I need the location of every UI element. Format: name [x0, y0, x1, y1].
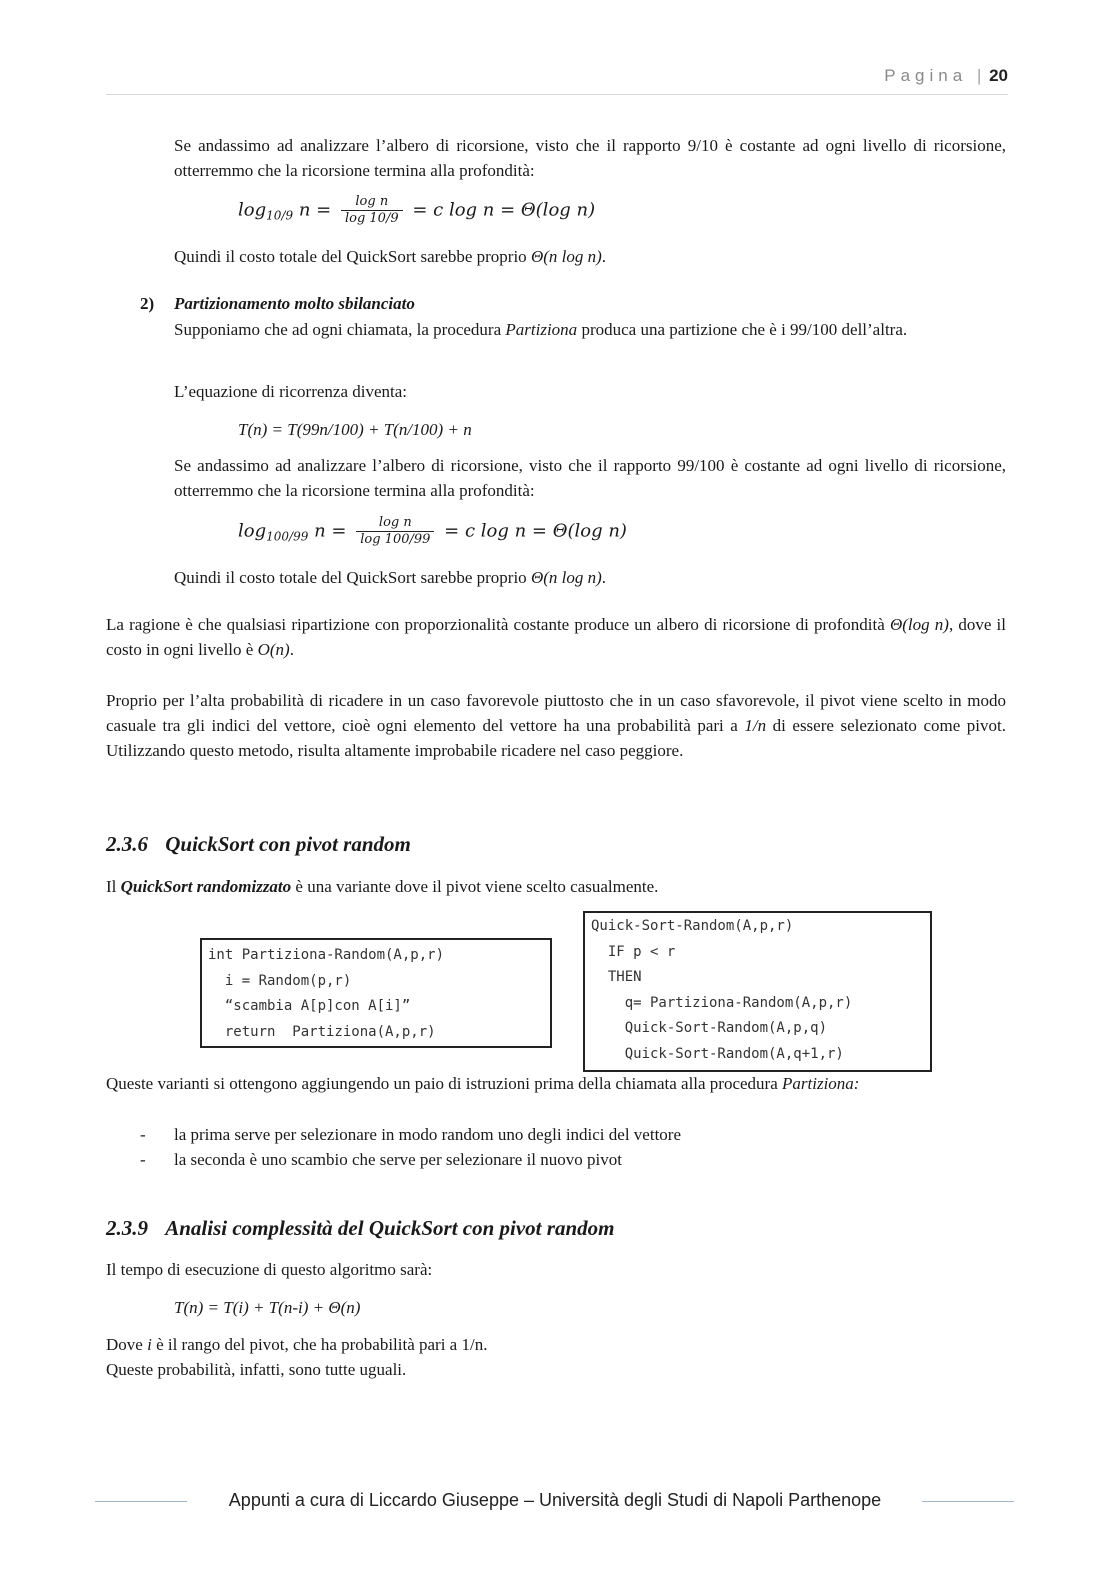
prob-text-c: di essere selezionato come pivot. Utilizzando questo metodo, risulta altamente improbabile ricadere nel caso peggiore. [106, 716, 1006, 760]
variants-bullet-list [140, 1122, 1006, 1172]
rank-text-a: Dove [106, 1335, 148, 1354]
code-line: “scambia A[p]con A[i]” [208, 998, 411, 1014]
code-line: Quick-Sort-Random(A,p,r) [591, 918, 794, 934]
code-line: Quick-Sort-Random(A,q+1,r) [591, 1045, 844, 1062]
eq2-base: 100/99 [266, 529, 309, 544]
cost1-prefix: Quindi il costo totale del QuickSort sarebbe proprio [174, 247, 531, 266]
eq2-denominator: log 100/99 [360, 532, 431, 547]
reason-text-a: La ragione è che qualsiasi ripartizione con proporzionalità costante produce un albero di ricorsione di profondità [106, 615, 890, 634]
recurrence-equation: T(n) = T(99n/100) + T(n/100) + n [238, 420, 472, 439]
code-box-partiziona-random [200, 938, 552, 1048]
reason-text-e: . [289, 640, 294, 659]
list-item [140, 1147, 1006, 1172]
rank-text-c: è il rango del pivot, che ha probabilità pari a 1/n. [151, 1335, 488, 1354]
code-line: q= Partiziona-Random(A,p,r) [591, 994, 853, 1011]
eq1-numerator: log n [341, 194, 403, 211]
section1-title: QuickSort con pivot random [165, 832, 411, 856]
eq2-numerator: log n [356, 515, 434, 532]
bullet-marker: - [140, 1150, 146, 1169]
case2-description [174, 317, 1006, 342]
header-separator: | [977, 66, 981, 85]
probability-paragraph [106, 688, 1006, 763]
section1-intro-a: Il [106, 877, 121, 896]
code-line: int Partiziona-Random(A,p,r) [208, 947, 445, 963]
reason-depth: Θ(log n) [889, 615, 949, 634]
intro-paragraph [174, 133, 1006, 183]
eq2-rhs: = c log n = Θ(log n) [444, 520, 627, 542]
eq2-n: n [314, 520, 326, 542]
variants-text-a: Queste varianti si ottengono aggiungendo un paio di istruzioni prima della chiamata alla procedura [106, 1074, 783, 1093]
section1-intro-c: è una variante dove il pivot viene scelto casualmente. [291, 877, 659, 896]
cost1-value: Θ(n log n) [530, 247, 602, 266]
eq2-equals: = [331, 520, 347, 542]
bullet-marker: - [140, 1125, 146, 1144]
intro-text-b: è costante ad ogni livello di ricorsione, otterremmo che la ricorsione termina alla profondità: [174, 136, 1006, 180]
eq1-base: 10/9 [266, 208, 294, 223]
eq2-fraction [356, 515, 434, 548]
eq1-log: log [238, 199, 267, 221]
eq1-denominator: log 10/9 [344, 211, 399, 226]
cost2-value: Θ(n log n) [530, 568, 602, 587]
eq2-log: log [238, 520, 267, 542]
recurrence-label: L’equazione di ricorrenza diventa: [174, 382, 408, 401]
reason-text-c: , dove il costo in ogni livello è [106, 615, 1006, 659]
code-line: return Partiziona(A,p,r) [208, 1023, 436, 1040]
execution-time-formula: T(n) = T(i) + T(n-i) + Θ(n) [174, 1298, 361, 1317]
section2-number: 2.3.9 [106, 1216, 148, 1240]
eq1-equals: = [316, 199, 332, 221]
tree-paragraph-2: Se andassimo ad analizzare l’albero di ricorsione, visto che il rapporto 99/100 è costante ad ogni livello di ricorsione, otterremmo che la ricorsione termina alla profondità: [174, 456, 1006, 500]
rank-variable: i [147, 1335, 152, 1354]
prob-text-a: Proprio per l’alta probabilità di ricadere in un caso favorevole piuttosto che in un caso sfavorevole, il pivot viene scelto in modo casuale tra gli indici del vettore, cioè ogni elemento del vettore ha una probabilità pari a [106, 691, 1006, 735]
footer-rule-left [95, 1501, 187, 1502]
list-item [140, 1122, 1006, 1147]
bullet-text: la seconda è uno scambio che serve per selezionare il nuovo pivot [174, 1150, 622, 1169]
case2-text-a: Supponiamo che ad ogni chiamata, la procedura [174, 320, 506, 339]
header-rule [106, 94, 1008, 95]
equation-depth-1 [238, 194, 595, 227]
code-box-quicksort-random [583, 911, 932, 1072]
intro-ratio: 9/10 [687, 136, 718, 155]
code-line: Quick-Sort-Random(A,p,q) [591, 1020, 828, 1036]
case2-title: Partizionamento molto sbilanciato [174, 294, 415, 313]
section-heading-2-3-9 [106, 1216, 614, 1241]
code-line: IF p < r [591, 943, 676, 960]
section1-number: 2.3.6 [106, 832, 148, 856]
case2-number: 2) [140, 294, 155, 313]
cost-statement-1 [174, 244, 1006, 269]
page-number: 20 [989, 66, 1008, 85]
execution-time-label: Il tempo di esecuzione di questo algoritmo sarà: [106, 1260, 433, 1279]
section1-intro-b: QuickSort randomizzato [120, 877, 292, 896]
cost-statement-2 [174, 565, 1006, 590]
prob-value: 1/n [744, 716, 767, 735]
header-label: Pagina [884, 66, 968, 85]
footer-text: Appunti a cura di Liccardo Giuseppe – Università degli Studi di Napoli Parthenope [228, 1490, 882, 1510]
case2-procedure: Partiziona [505, 320, 578, 339]
cost2-prefix: Quindi il costo totale del QuickSort sarebbe proprio [174, 568, 531, 587]
page-header [0, 66, 1008, 86]
cost1-suffix: . [601, 247, 607, 266]
section-heading-2-3-6 [106, 832, 411, 857]
eq1-fraction [341, 194, 403, 227]
footer-rule-right [922, 1501, 1014, 1502]
case2-text-b: produca una partizione che è i 99/100 dell’altra. [577, 320, 908, 339]
intro-text-a: Se andassimo ad analizzare l’albero di ricorsione, visto che il rapporto [174, 136, 688, 155]
eq1-rhs: = c log n = Θ(log n) [412, 199, 596, 221]
eq1-n: n [298, 199, 311, 221]
variants-paragraph [106, 1071, 1006, 1096]
variants-procedure: Partiziona: [782, 1074, 860, 1093]
code-line: THEN [591, 969, 642, 985]
section1-intro [106, 874, 1006, 899]
equation-depth-2 [238, 515, 627, 548]
reason-paragraph [106, 612, 1006, 662]
code-line: i = Random(p,r) [208, 972, 352, 989]
section2-title: Analisi complessità del QuickSort con pivot random [165, 1216, 615, 1240]
rank-statement [106, 1332, 1006, 1357]
cost2-suffix: . [601, 568, 607, 587]
bullet-text: la prima serve per selezionare in modo random uno degli indici del vettore [174, 1125, 681, 1144]
reason-cost: O(n) [257, 640, 290, 659]
equal-probabilities: Queste probabilità, infatti, sono tutte uguali. [106, 1360, 407, 1379]
